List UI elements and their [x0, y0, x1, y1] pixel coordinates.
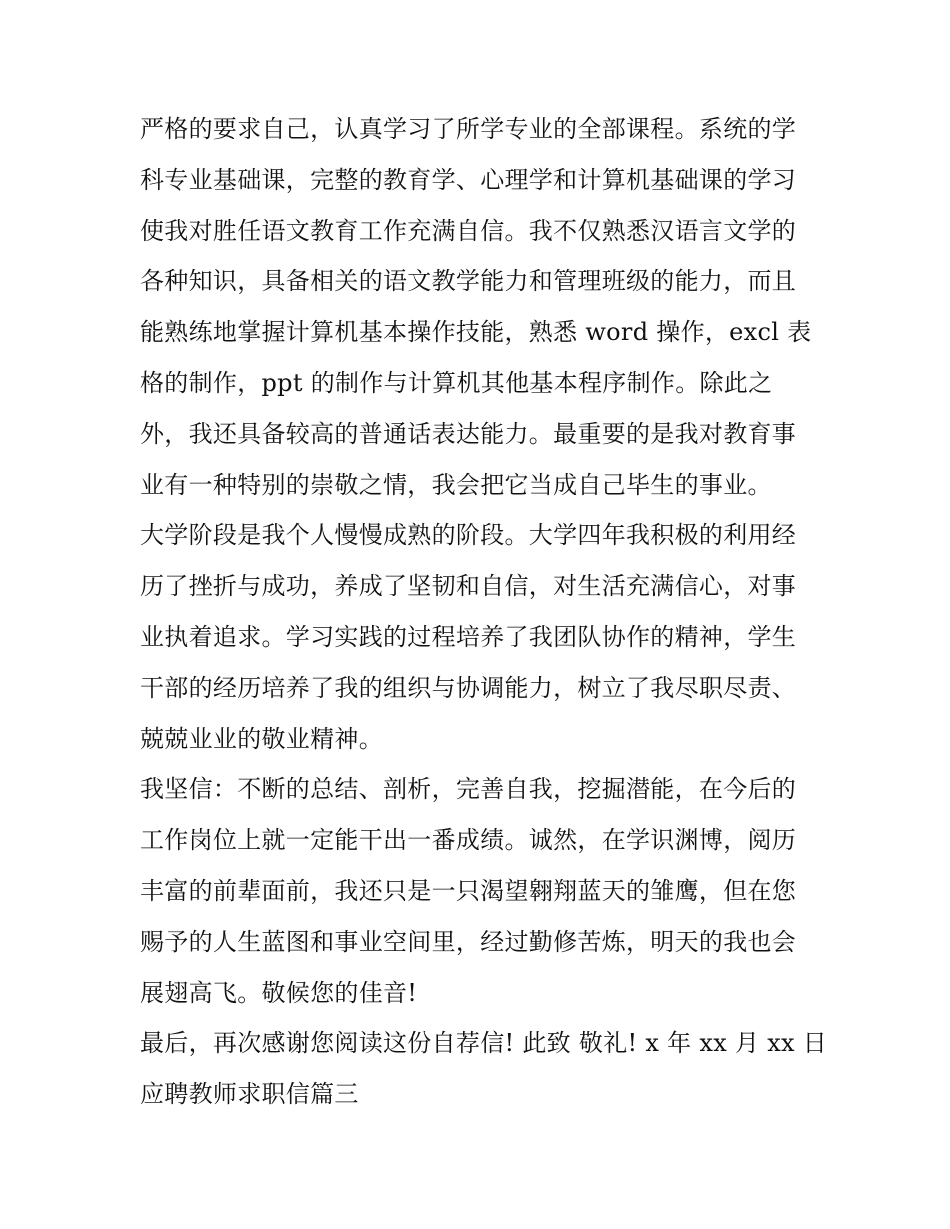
text-line: 展翅高飞。敬候您的佳音! [140, 978, 418, 1007]
text-line: 赐予的人生蓝图和事业空间里，经过勤修苦炼，明天的我也会 [140, 927, 797, 956]
text-line: 科专业基础课，完整的教育学、心理学和计算机基础课的学习 [140, 165, 797, 194]
section-heading: 应聘教师求职信篇三 [140, 1080, 359, 1109]
text-line: 丰富的前辈面前，我还只是一只渴望翱翔蓝天的雏鹰，但在您 [140, 876, 797, 905]
text-line: 严格的要求自己，认真学习了所学专业的全部课程。系统的学 [140, 115, 797, 143]
text-line: 我坚信：不断的总结、剖析，完善自我，挖掘潜能，在今后的 [140, 775, 797, 804]
text-line: 使我对胜任语文教育工作充满自信。我不仅熟悉汉语言文学的 [140, 216, 797, 245]
text-line: 能熟练地掌握计算机基本操作技能，熟悉 word 操作，excl 表 [140, 318, 812, 347]
text-line: 历了挫折与成功，养成了坚韧和自信，对生活充满信心，对事 [140, 572, 797, 601]
text-line: 干部的经历培养了我的组织与协调能力，树立了我尽职尽责、 [140, 673, 797, 702]
text-line: 兢兢业业的敬业精神。 [140, 724, 383, 753]
document-body [140, 104, 828, 1120]
text-line: 工作岗位上就一定能干出一番成绩。诚然，在学识渊博，阅历 [140, 826, 797, 855]
text-line: 最后，再次感谢您阅读这份自荐信! 此致 敬礼! x 年 xx 月 xx 日 [140, 1029, 828, 1058]
text-line: 外，我还具备较高的普通话表达能力。最重要的是我对教育事 [140, 419, 797, 448]
text-line: 格的制作，ppt 的制作与计算机其他基本程序制作。除此之 [140, 368, 773, 397]
text-line: 大学阶段是我个人慢慢成熟的阶段。大学四年我积极的利用经 [140, 521, 797, 550]
text-line: 业有一种特别的崇敬之情，我会把它当成自己毕生的事业。 [140, 470, 772, 499]
text-line: 各种知识，具备相关的语文教学能力和管理班级的能力，而且 [140, 267, 797, 296]
text-line: 业执着追求。学习实践的过程培养了我团队协作的精神，学生 [140, 622, 797, 651]
